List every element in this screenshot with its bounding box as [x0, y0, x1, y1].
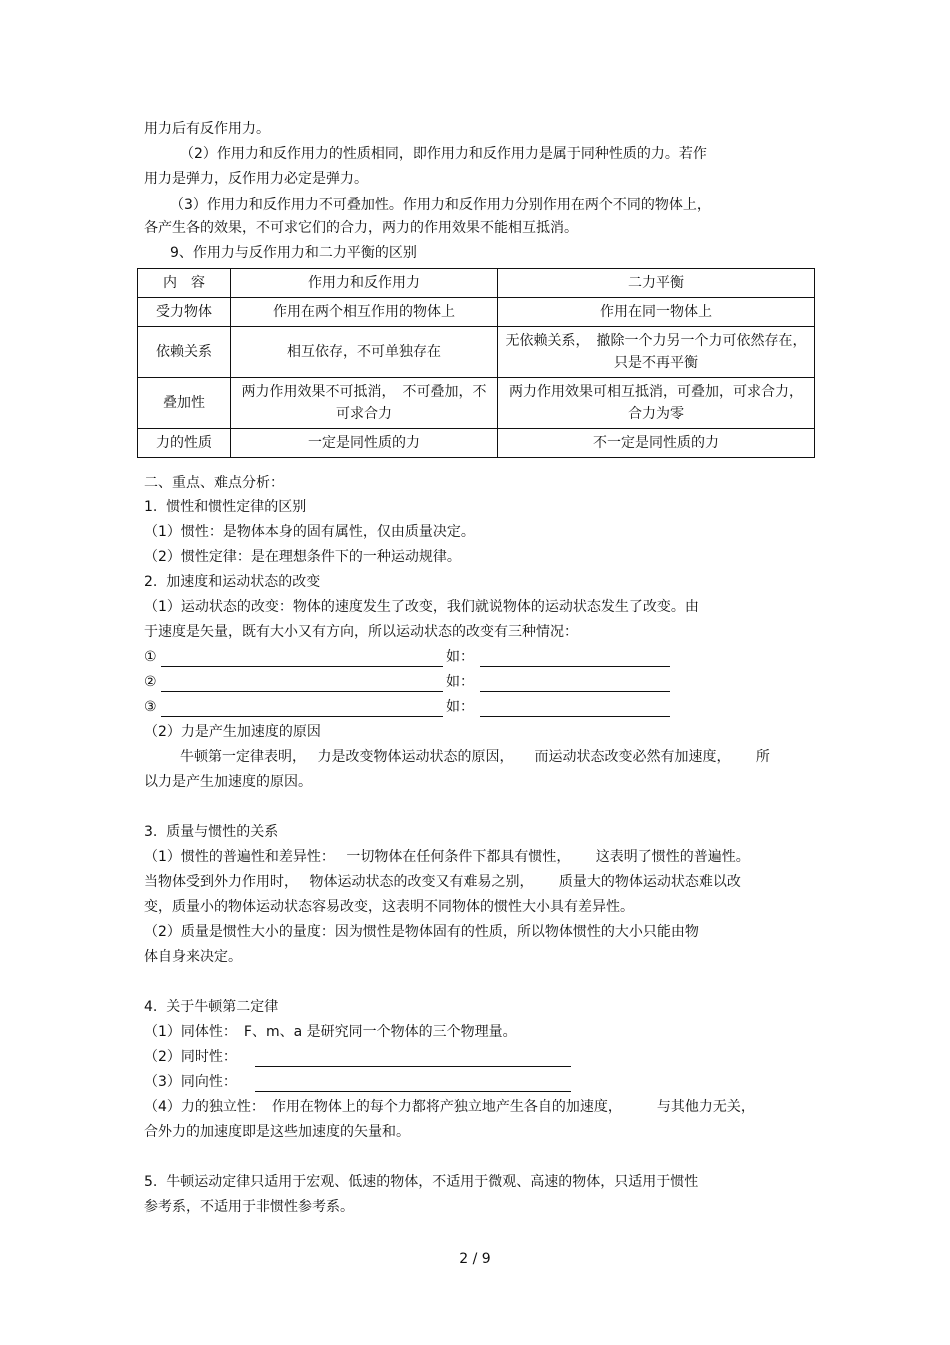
- heading-3-item-1-line-1: （1）惯性的普遍性和差异性： 一切物体在任何条件下都具有惯性， 这表明了惯性的普遍性。: [144, 849, 750, 865]
- marker-2: ②: [144, 674, 157, 690]
- table-cell: 作用在同一物体上: [498, 298, 815, 327]
- blank-line[interactable]: [480, 691, 670, 692]
- heading-4-item-1: （1）同体性： F、m、a 是研究同一个物体的三个物理量。: [144, 1024, 517, 1040]
- section-9-heading: 9、作用力与反作用力和二力平衡的区别: [170, 245, 417, 261]
- heading-1: 1. 惯性和惯性定律的区别: [144, 499, 307, 515]
- table-row: [138, 429, 815, 458]
- table-cell: 不一定是同性质的力: [498, 429, 815, 458]
- heading-2-item-2: （2）力是产生加速度的原因: [144, 724, 321, 740]
- heading-3: 3. 质量与惯性的关系: [144, 824, 279, 840]
- marker-3: ③: [144, 699, 157, 715]
- table-cell: 依赖关系: [138, 327, 231, 378]
- blank-line[interactable]: [161, 716, 443, 717]
- heading-2-item-2-line-1: 牛顿第一定律表明， 力是改变物体运动状态的原因， 而运动状态改变必然有加速度， 所: [180, 749, 770, 765]
- table-cell: 叠加性: [138, 378, 231, 429]
- heading-1-item-1: （1）惯性：是物体本身的固有属性，仅由质量决定。: [144, 524, 475, 540]
- heading-2-item-1-line-1: （1）运动状态的改变：物体的速度发生了改变，我们就说物体的运动状态发生了改变。由: [144, 599, 699, 615]
- table-header-cell: 内 容: [138, 269, 231, 298]
- table-cell: 相互依存，不可单独存在: [231, 327, 498, 378]
- table-cell: 一定是同性质的力: [231, 429, 498, 458]
- table-header-cell: 二力平衡: [498, 269, 815, 298]
- blank-line[interactable]: [255, 1091, 571, 1092]
- table-cell: 无依赖关系， 撤除一个力另一个力可依然存在，只是不再平衡: [498, 327, 815, 378]
- example-label: 如：: [446, 674, 474, 690]
- table-header-row: [138, 269, 815, 298]
- intro-p3-line-1: （3）作用力和反作用力不可叠加性。作用力和反作用力分别作用在两个不同的物体上，: [170, 197, 711, 213]
- blank-line[interactable]: [480, 666, 670, 667]
- heading-3-item-2-line-2: 体自身来决定。: [144, 949, 242, 965]
- blank-line[interactable]: [161, 691, 443, 692]
- heading-2-item-1-line-2: 于速度是矢量，既有大小又有方向，所以运动状态的改变有三种情况：: [144, 624, 578, 640]
- comparison-table: [137, 268, 815, 458]
- example-label: 如：: [446, 699, 474, 715]
- blank-line[interactable]: [161, 666, 443, 667]
- heading-5-line-2: 参考系，不适用于非惯性参考系。: [144, 1199, 354, 1215]
- table-header-cell: 作用力和反作用力: [231, 269, 498, 298]
- section-2-title: 二、重点、难点分析：: [144, 475, 284, 491]
- table-cell: 两力作用效果不可抵消， 不可叠加，不可求合力: [231, 378, 498, 429]
- heading-2-item-2-line-2: 以力是产生加速度的原因。: [144, 774, 312, 790]
- table-row: [138, 327, 815, 378]
- intro-line-1: 用力后有反作用力。: [144, 121, 270, 137]
- heading-4-item-4-line-1: （4）力的独立性： 作用在物体上的每个力都将产独立地产生各自的加速度， 与其他力无关，: [144, 1099, 755, 1115]
- heading-4-item-2: （2）同时性：: [144, 1049, 237, 1065]
- heading-2: 2. 加速度和运动状态的改变: [144, 574, 321, 590]
- intro-p2-line-2: 用力是弹力，反作用力必定是弹力。: [144, 171, 368, 187]
- heading-3-item-1-line-3: 变，质量小的物体运动状态容易改变，这表明不同物体的惯性大小具有差异性。: [144, 899, 634, 915]
- page-number: 2 / 9: [459, 1251, 491, 1267]
- blank-line[interactable]: [255, 1066, 571, 1067]
- heading-3-item-1-line-2: 当物体受到外力作用时， 物体运动状态的改变又有难易之别， 质量大的物体运动状态难以改: [144, 874, 741, 890]
- heading-3-item-2-line-1: （2）质量是惯性大小的量度：因为惯性是物体固有的性质，所以物体惯性的大小只能由物: [144, 924, 699, 940]
- heading-4: 4. 关于牛顿第二定律: [144, 999, 279, 1015]
- intro-p2-line-1: （2）作用力和反作用力的性质相同，即作用力和反作用力是属于同种性质的力。若作: [180, 146, 707, 162]
- table-cell: 力的性质: [138, 429, 231, 458]
- blank-line[interactable]: [480, 716, 670, 717]
- table-cell: 受力物体: [138, 298, 231, 327]
- intro-p3-line-2: 各产生各的效果，不可求它们的合力，两力的作用效果不能相互抵消。: [144, 220, 578, 236]
- table-row: [138, 298, 815, 327]
- table-row: [138, 378, 815, 429]
- heading-4-item-4-line-2: 合外力的加速度即是这些加速度的矢量和。: [144, 1124, 410, 1140]
- marker-1: ①: [144, 649, 157, 665]
- example-label: 如：: [446, 649, 474, 665]
- heading-1-item-2: （2）惯性定律：是在理想条件下的一种运动规律。: [144, 549, 461, 565]
- table-cell: 作用在两个相互作用的物体上: [231, 298, 498, 327]
- heading-5-line-1: 5. 牛顿运动定律只适用于宏观、低速的物体，不适用于微观、高速的物体，只适用于惯性: [144, 1174, 699, 1190]
- table-cell: 两力作用效果可相互抵消，可叠加，可求合力，合力为零: [498, 378, 815, 429]
- heading-4-item-3: （3）同向性：: [144, 1074, 237, 1090]
